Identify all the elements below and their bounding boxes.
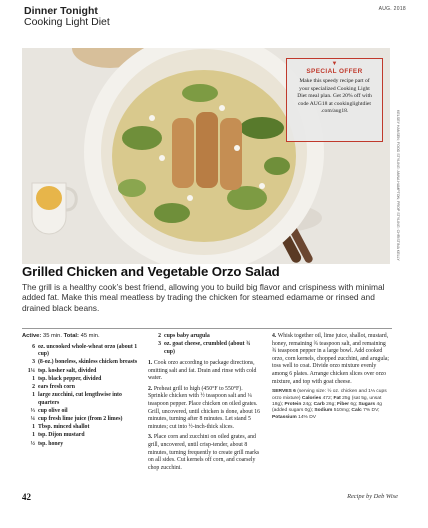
photo-credit: KELSEY HANSEN; FOOD STYLING: ANNA HAMPTON; PROP STYLING: CHRISTINA KELLY	[396, 110, 400, 261]
ingredient-name: cup fresh lime juice (from 2 limes)	[38, 416, 123, 423]
ingredient-quantity: ⅓	[30, 407, 35, 414]
ingredient-quantity: 1	[32, 432, 35, 439]
special-offer-title: SPECIAL OFFER	[306, 68, 363, 75]
ingredient-list	[22, 344, 138, 449]
chicken-slices	[172, 112, 242, 190]
step-1: 1. Cook orzo according to package directions, omitting salt and fat. Drain and rinse with cold water.	[148, 359, 257, 382]
method-column-2	[272, 333, 390, 421]
ingredient-item	[22, 392, 138, 407]
ingredient-name: tsp. Dijon mustard	[38, 432, 85, 439]
ingredient-quantity: 6	[32, 343, 35, 350]
divider	[22, 328, 392, 329]
ingredient-quantity: 2	[32, 383, 35, 390]
ingredient-quantity: ½	[30, 440, 35, 447]
ingredient-name: tsp. honey	[38, 440, 64, 447]
ingredient-name: tsp. kosher salt, divided	[38, 367, 97, 374]
page-number: 42	[22, 492, 31, 502]
arrow-down-icon: ▼	[331, 61, 338, 67]
issue-date: AUG. 2018	[378, 6, 406, 12]
ingredient-item	[22, 359, 138, 367]
ingredient-item	[22, 368, 138, 376]
ingredient-item	[22, 384, 138, 392]
ingredient-name: large zucchini, cut lengthwise into quarters	[38, 392, 122, 406]
ingredient-name: oz. uncooked whole-wheat orzo (about 1 cup)	[38, 343, 138, 358]
ingredient-name: Tbsp. minced shallot	[38, 424, 90, 431]
recipe-times: Active: 35 min. Total: 45 min.	[22, 333, 100, 339]
special-offer-box	[286, 58, 383, 142]
ingredient-name: (8-oz.) boneless, skinless chicken breasts	[38, 359, 138, 366]
step-3: 3. Place corn and zucchini on oiled grates, and grill, uncovered, until crisp-tender, about 8 minutes, turning frequently to create grill marks on all sides. Cut kernels off corn, and coarsely chop zucchini.	[148, 434, 260, 471]
ingredients-column-1	[22, 333, 138, 449]
ingredient-name: cup olive oil	[38, 407, 68, 414]
recipe-byline: Recipe by Deb Wise	[347, 493, 398, 500]
ingredient-name: tsp. black pepper, divided	[38, 375, 102, 382]
ingredient-item	[22, 424, 138, 432]
ingredient-quantity: 2	[158, 333, 161, 339]
step-2: 2. Preheat grill to high (450°F to 550°F). Sprinkle chicken with ½ teaspoon salt and ¼ teaspoon pepper. Place chicken on oiled grates. Grill, uncovered, until chicken is done, about 16 minutes, turning after 8 minutes. Let stand 5 minutes; cut into ½-inch-thick slices.	[148, 385, 261, 430]
ingredient-quantity: 1¼	[27, 367, 35, 374]
section-title: Dinner Tonight	[24, 5, 98, 17]
ingredient-item	[148, 341, 262, 356]
ingredient-name: oz. goat cheese, crumbled (about ¾ cup)	[164, 341, 251, 355]
step-4: 4. Whisk together oil, lime juice, shallot, mustard, honey, remaining ¾ teaspoon salt, and remaining ¾ teaspoon pepper in a large bowl. Add cooked orzo, corn kernels, chopped zucchini, and arugula; toss well to coat. Divide orzo mixture evenly among 6 plates. Arrange chicken slices over orzo mixture, and top with goat cheese.	[272, 333, 390, 385]
ingredient-name: cups baby arugula	[164, 333, 210, 339]
ingredient-quantity: 1	[32, 375, 35, 382]
ingredient-item	[22, 441, 138, 449]
nutrition-info: SERVES 6 (serving size: ½ oz. chicken and 1⅓ cups orzo mixture) Calories 472; Fat 25g (sat 5g, unsat 18g); Protein 24g; Carb 26g; Fiber 6g; Sugars 4g (added sugars 0g); Sodium 510mg; Calc 7% DV; Potassium 14% DV	[272, 389, 387, 420]
ingredient-item	[22, 432, 138, 440]
ingredient-list-continued	[148, 333, 262, 356]
ingredient-quantity: 1	[32, 392, 35, 399]
ingredient-item	[148, 333, 262, 341]
ingredient-item	[22, 408, 138, 416]
method-column-1	[148, 333, 262, 475]
ingredient-item	[22, 416, 138, 424]
ingredient-quantity: 3	[158, 341, 161, 348]
recipe-intro: The grill is a healthy cook’s best friend, allowing you to build big flavor and crispiness with minimal added fat. Make this meal meatless by trading the chicken for steamed edamame or rinsed and drained black beans.	[22, 282, 385, 313]
ingredient-item	[22, 344, 138, 359]
ingredient-quantity: 1	[32, 424, 35, 431]
series-title: Cooking Light Diet	[24, 16, 110, 28]
ingredient-quantity: 3	[32, 359, 35, 366]
special-offer-text: Make this speedy recipe part of your specialized Cooking Light Diet meal plan. Get 20% off with code AUG18 at cookinglightdiet .com/aug18.	[297, 78, 372, 115]
recipe-title: Grilled Chicken and Vegetable Orzo Salad	[22, 264, 280, 279]
ingredient-quantity: ¼	[30, 416, 35, 423]
ingredient-name: ears fresh corn	[38, 383, 75, 390]
ingredient-item	[22, 376, 138, 384]
